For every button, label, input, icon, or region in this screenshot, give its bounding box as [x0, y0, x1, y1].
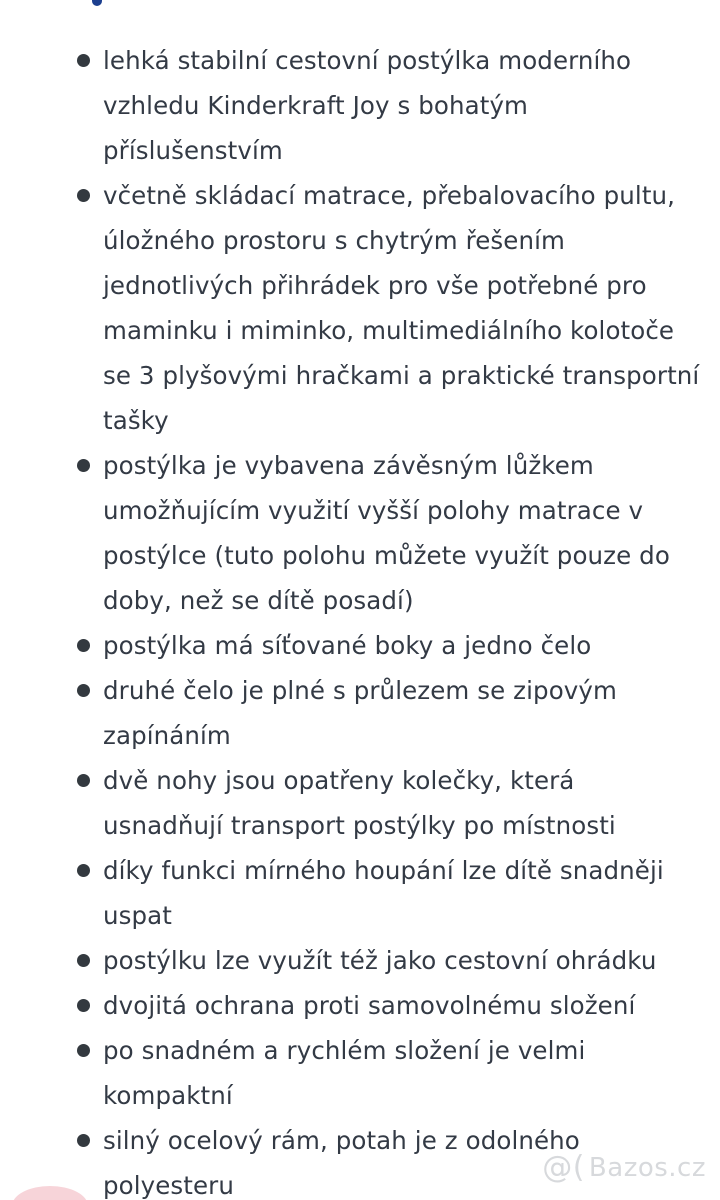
bullet-icon	[77, 1134, 90, 1147]
list-item	[0, 443, 720, 623]
list-item-text: po snadném a rychlém složení je velmi kompaktní	[103, 1036, 586, 1110]
list-item-text: dvojitá ochrana proti samovolnému složení	[103, 991, 636, 1020]
bullet-icon	[77, 954, 90, 967]
list-item-text: postýlka má síťované boky a jedno čelo	[103, 631, 592, 660]
bullet-icon	[77, 774, 90, 787]
bullet-icon	[77, 684, 90, 697]
list-item-text: silný ocelový rám, potah je z odolného polyesteru	[103, 1126, 580, 1200]
bullet-icon	[77, 1044, 90, 1057]
bullet-icon	[77, 999, 90, 1012]
list-item	[0, 938, 720, 983]
list-item	[0, 623, 720, 668]
list-item	[0, 173, 720, 443]
bullet-icon	[77, 189, 90, 202]
list-item-text: dvě nohy jsou opatřeny kolečky, která usnadňují transport postýlky po místnosti	[103, 766, 616, 840]
at-swirl-icon: @(	[542, 1150, 585, 1185]
list-item	[0, 983, 720, 1028]
list-item	[0, 848, 720, 938]
heading-fragment	[92, 0, 102, 6]
list-item	[0, 668, 720, 758]
feature-list	[0, 38, 720, 1200]
bazos-watermark	[542, 1150, 706, 1185]
bullet-icon	[77, 639, 90, 652]
list-item-text: lehká stabilní cestovní postýlka moderního vzhledu Kinderkraft Joy s bohatým příslušenstvím	[103, 46, 632, 165]
list-item	[0, 38, 720, 173]
bullet-icon	[77, 54, 90, 67]
bullet-icon	[77, 864, 90, 877]
list-item	[0, 1028, 720, 1118]
list-item-text: druhé čelo je plné s průlezem se zipovým zapínáním	[103, 676, 617, 750]
list-item-text: postýlka je vybavena závěsným lůžkem umožňujícím využití vyšší polohy matrace v postýlce (tuto polohu můžete využít pouze do doby, než se dítě posadí)	[103, 451, 670, 615]
list-item-text: postýlku lze využít též jako cestovní ohrádku	[103, 946, 657, 975]
list-item	[0, 758, 720, 848]
list-item-text: včetně skládací matrace, přebalovacího pultu, úložného prostoru s chytrým řešením jednotlivých přihrádek pro vše potřebné pro maminku i miminko, multimediálního kolotoče se 3 plyšovými hračkami a praktické transportní tašky	[103, 181, 700, 435]
bullet-icon	[77, 459, 90, 472]
watermark-text: Bazos.cz	[588, 1153, 706, 1183]
list-item-text: díky funkci mírného houpání lze dítě snadněji uspat	[103, 856, 664, 930]
